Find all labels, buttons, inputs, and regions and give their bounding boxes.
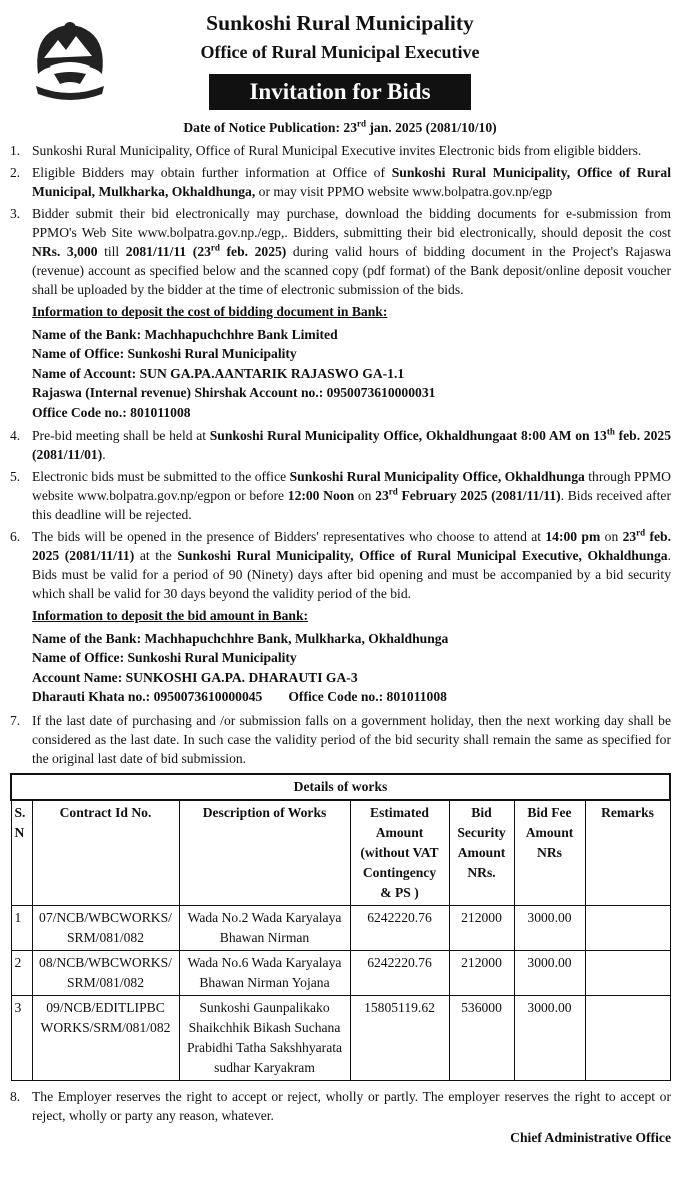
signature-office: Chief Administrative Office [510, 1129, 671, 1145]
clause-4: 4. Pre-bid meeting shall be held at Sunkoshi Rural Municipality Office, Okhaldhungaat 8:00 AM on 13th feb. 2025 (2081/11/01). [10, 426, 671, 462]
col-estimated: Estimated Amount (without VAT Contingency & PS ) [350, 800, 449, 906]
bank-info-heading: Information to deposit the cost of bidding document in Bank: [32, 304, 388, 319]
works-table-title: Details of works [11, 774, 670, 800]
office-name: Office of Rural Municipal Executive [200, 42, 480, 62]
clause-5: 5. Electronic bids must be submitted to the office Sunkoshi Rural Municipality Office, Okhaldhunga through PPMO website www.bolpatra.gov.np/egpon or before 12:00 Noon on 23rd February 2025 (2081/11/11). Bids received after this deadline will be rejected. [10, 469, 671, 522]
clause-1: 1. Sunkoshi Rural Municipality, Office of Rural Municipal Executive invites Electronic bids from eligible bidders. [10, 143, 642, 158]
bank-info-document-cost: Information to deposit the cost of bidding document in Bank: Name of the Bank: Machhapuchchhre Bank Limited Name of Office: Sunkoshi Rural Municipality Name of Account: SUN GA.PA.AANTARIK RAJASWO GA-1.1 Rajaswa (Internal revenue) Shirshak Account no.: 0950073610000031 Office Code no.: 801011008 [10, 302, 671, 422]
publication-date: Date of Notice Publication: 23rd jan. 2025 (2081/10/10) [183, 118, 497, 135]
clause-2: 2. Eligible Bidders may obtain further information at Office of Sunkoshi Rural Municipality, Office of Rural Municipal, Mulkharka, Okhaldhunga, or may visit PPMO website www.bolpatra.gov.np/egp [10, 165, 672, 199]
table-row: 3 09/NCB/EDITLIPBC WORKS/SRM/081/082 Sunkoshi Gaunpalikako Shaikchhik Bikash Suchana Prabidhi Tatha Sakshhyarata sudhar Karyakram 15805119.62 536000 3000.00 [11, 995, 670, 1080]
notice-body [10, 141, 671, 1147]
col-security: Bid Security Amount NRs. [449, 800, 514, 906]
nepal-emblem-logo [30, 14, 110, 104]
table-row: 2 08/NCB/WBCWORKS/ SRM/081/082 Wada No.6 Wada Karyalaya Bhawan Nirman Yojana 6242220.76 212000 3000.00 [11, 950, 670, 995]
clause-7: 7. If the last date of purchasing and /or submission falls on a government holiday, then the next working day shall be considered as the last date. In such case the validity period of the bid security shall remain the same as specified for the original last date of bid submission. [10, 712, 671, 766]
notice-title-banner: Invitation for Bids [209, 74, 471, 110]
col-sn: S. N [11, 800, 32, 906]
col-fee: Bid Fee Amount NRs [514, 800, 585, 906]
works-table [10, 773, 671, 1081]
col-contract: Contract Id No. [32, 800, 179, 906]
col-description: Description of Works [179, 800, 350, 906]
table-row: 1 07/NCB/WBCWORKS/ SRM/081/082 Wada No.2 Wada Karyalaya Bhawan Nirman 6242220.76 212000 3000.00 [11, 905, 670, 950]
clause-8: 8. The Employer reserves the right to accept or reject, wholly or partly. The employer reserves the right to accept or reject, wholly or party any reason, whatever. [10, 1088, 671, 1123]
clause-6: 6. The bids will be opened in the presence of Bidders' representatives who choose to attend at 14:00 pm on 23rd feb. 2025 (2081/11/11) at the Sunkoshi Rural Municipality, Office of Rural Municipal Executive, Okhaldhunga. Bids must be valid for a period of 90 (Ninety) days after bid opening and must be accompanied by a bid security which shall be valid for 30 days beyond the validity period of the bid. [10, 527, 672, 601]
works-table-header [11, 800, 670, 906]
municipality-name: Sunkoshi Rural Municipality [206, 11, 474, 35]
col-remarks: Remarks [585, 800, 670, 906]
bank-info-bid-amount: Information to deposit the bid amount in Bank: Name of the Bank: Machhapuchchhre Bank, Mulkharka, Okhaldhunga Name of Office: Sunkoshi Rural Municipality Account Name: SUNKOSHI GA.PA. DHARAUTI GA-3 Dharauti Khata no.: 0950073610000045 Office Code no.: 801011008 [10, 606, 671, 707]
clause-3: 3. Bidder submit their bid electronically may purchase, download the bidding documents for e-submission from PPMO's Web Site www.bolpatra.gov.np./egp,. Bidders, submitting their bid electronically, should deposit the cost NRs. 3,000 till 2081/11/11 (23rd feb. 2025) during valid hours of bidding document in the Project's Rajaswa (revenue) account as specified below and the scanned copy (pdf format) of the Bank deposit/online deposit voucher shall be uploaded by the bidder at the time of electronic submission of the bids. [10, 206, 672, 297]
bid-bank-heading: Information to deposit the bid amount in Bank: [32, 608, 309, 623]
